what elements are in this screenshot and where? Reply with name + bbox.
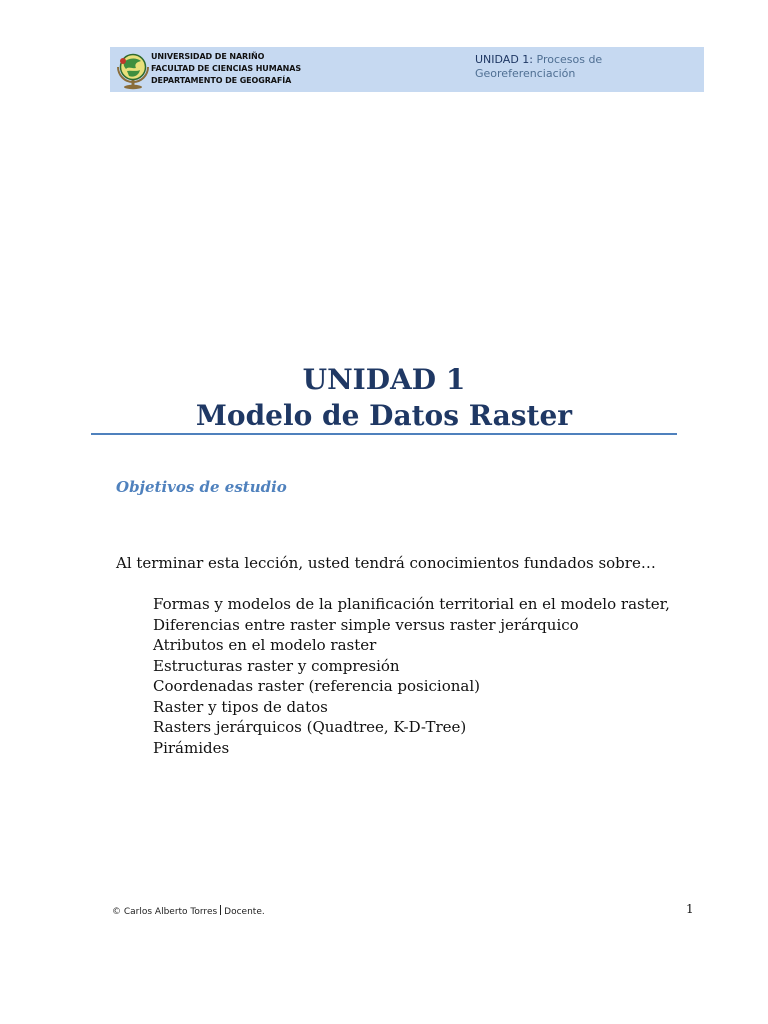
intro-paragraph: Al terminar esta lección, usted tendrá conocimientos fundados sobre…	[116, 554, 656, 572]
topic-item: Rasters jerárquicos (Quadtree, K-D-Tree)	[153, 718, 467, 736]
topic-item: Diferencias entre raster simple versus raster jerárquico	[153, 615, 579, 634]
topic-item: Atributos en el modelo raster	[153, 636, 377, 654]
page-header	[110, 47, 704, 92]
header-unit-name: Procesos de Georeferenciación	[475, 53, 603, 80]
title-divider	[91, 433, 677, 435]
footer-role: Docente.	[224, 907, 265, 917]
footer-author: © Carlos Alberto Torres	[112, 907, 218, 917]
page-footer	[112, 905, 265, 917]
institution-line: FACULTAD DE CIENCIAS HUMANAS	[151, 64, 302, 73]
institution-line: UNIVERSIDAD DE NARIÑO	[151, 52, 265, 61]
title-subject: Modelo de Datos Raster	[195, 399, 573, 432]
topic-item: Coordenadas raster (referencia posicional)	[153, 677, 481, 695]
objectives-heading: Objetivos de estudio	[116, 478, 287, 496]
topic-item: Formas y modelos de la planificación territorial en el modelo raster,	[153, 595, 670, 613]
header-unit-title	[475, 53, 685, 81]
institution-line: DEPARTAMENTO DE GEOGRAFÍA	[151, 76, 292, 85]
institution-name	[151, 51, 301, 87]
topic-item: Estructuras raster y compresión	[153, 656, 400, 675]
header-unit-label: UNIDAD 1:	[475, 53, 533, 66]
footer-divider	[220, 905, 221, 915]
topics-list	[153, 594, 670, 758]
globe-emblem-icon	[114, 50, 152, 90]
topic-item: Raster y tipos de datos	[153, 697, 328, 716]
title-unit: UNIDAD 1	[302, 363, 466, 396]
page-number: 1	[686, 902, 694, 916]
topic-item: Pirámides	[153, 738, 230, 757]
page-title	[0, 362, 768, 434]
